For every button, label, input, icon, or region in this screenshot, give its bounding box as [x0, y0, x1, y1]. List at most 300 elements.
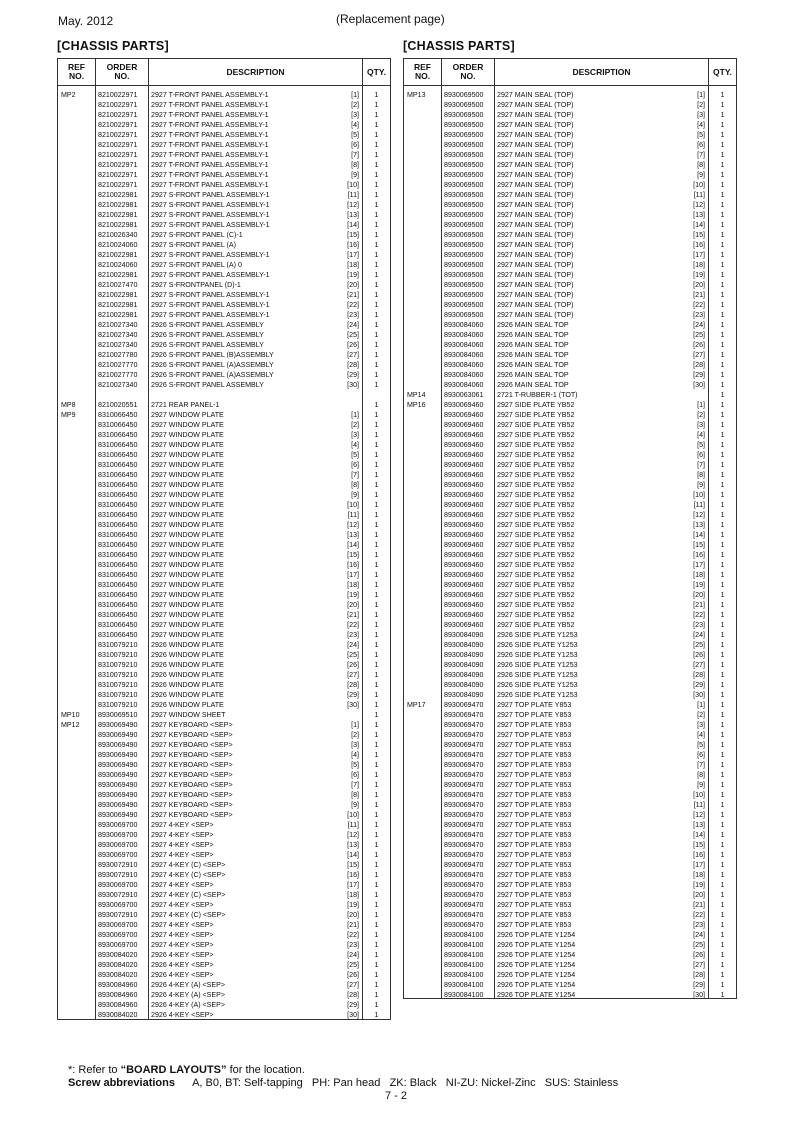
description-cell: 2926 WINDOW PLATE — [151, 671, 224, 679]
index-cell: [7] — [351, 151, 359, 159]
order-cell: 8210020551 — [98, 401, 138, 409]
order-cell: 8210022971 — [98, 111, 138, 119]
qty-cell: 1 — [374, 511, 379, 519]
table-row — [58, 780, 390, 790]
description-cell: 2926 4-KEY <SEP> — [151, 961, 214, 969]
table-row — [58, 160, 390, 170]
description-cell: 2927 SIDE PLATE YB52 — [497, 421, 575, 429]
index-cell: [5] — [351, 451, 359, 459]
description-cell: 2927 SIDE PLATE YB52 — [497, 581, 575, 589]
qty-cell: 1 — [374, 881, 379, 889]
index-cell: [1] — [697, 91, 705, 99]
order-cell: 8310066450 — [98, 431, 138, 439]
table-row — [404, 900, 736, 910]
qty-cell: 1 — [374, 621, 379, 629]
description-cell: 2927 WINDOW PLATE — [151, 501, 224, 509]
description-cell: 2927 S-FRONT PANEL ASSEMBLY-1 — [151, 211, 270, 219]
table-row — [58, 410, 390, 420]
index-cell: [11] — [347, 511, 359, 519]
qty-cell: 1 — [374, 301, 379, 309]
table-row — [58, 610, 390, 620]
description-cell: 2927 TOP PLATE Y853 — [497, 861, 572, 869]
description-cell: 2927 4-KEY (C) <SEP> — [151, 871, 226, 879]
order-cell: 8310066450 — [98, 621, 138, 629]
index-cell: [23] — [347, 941, 359, 949]
order-cell: 8310066450 — [98, 421, 138, 429]
order-cell: 8310066450 — [98, 491, 138, 499]
order-cell: 8930069700 — [98, 841, 138, 849]
qty-cell: 1 — [720, 791, 725, 799]
index-cell: [6] — [351, 461, 359, 469]
description-cell: 2927 S-FRONT PANEL ASSEMBLY-1 — [151, 221, 270, 229]
description-cell: 2927 SIDE PLATE YB52 — [497, 521, 575, 529]
order-cell: 8930069470 — [444, 781, 484, 789]
qty-cell: 1 — [720, 451, 725, 459]
order-cell: 8930069460 — [444, 581, 484, 589]
table-row — [58, 270, 390, 280]
description-cell: 2926 MAIN SEAL TOP — [497, 381, 569, 389]
description-cell: 2926 S-FRONT PANEL (A)ASSEMBLY — [151, 361, 274, 369]
description-cell: 2927 SIDE PLATE YB52 — [497, 611, 575, 619]
qty-cell: 1 — [374, 351, 379, 359]
index-cell: [10] — [693, 491, 705, 499]
order-cell: 8210027770 — [98, 361, 138, 369]
description-cell: 2926 TOP PLATE Y1254 — [497, 931, 576, 939]
qty-cell: 1 — [720, 361, 725, 369]
qty-cell: 1 — [374, 441, 379, 449]
index-cell: [11] — [693, 801, 705, 809]
description-cell: 2927 MAIN SEAL (TOP) — [497, 221, 574, 229]
section-title-left: [CHASSIS PARTS] — [57, 39, 169, 53]
order-cell: 8210022971 — [98, 171, 138, 179]
order-cell: 8930069490 — [98, 811, 138, 819]
index-cell: [28] — [347, 361, 359, 369]
description-cell: 2927 T-FRONT PANEL ASSEMBLY-1 — [151, 131, 269, 139]
order-cell: 8930069470 — [444, 811, 484, 819]
description-cell: 2927 SIDE PLATE YB52 — [497, 461, 575, 469]
order-cell: 8930069460 — [444, 431, 484, 439]
index-cell: [18] — [347, 261, 359, 269]
table-row — [404, 420, 736, 430]
order-cell: 8210022981 — [98, 221, 138, 229]
description-cell: 2927 SIDE PLATE YB52 — [497, 441, 575, 449]
qty-cell: 1 — [720, 771, 725, 779]
qty-cell: 1 — [374, 981, 379, 989]
index-cell: [6] — [697, 451, 705, 459]
order-cell: 8930069500 — [444, 191, 484, 199]
index-cell: [8] — [697, 161, 705, 169]
order-cell: 8930069490 — [98, 781, 138, 789]
qty-cell: 1 — [374, 941, 379, 949]
qty-cell: 1 — [374, 281, 379, 289]
index-cell: [17] — [693, 561, 705, 569]
qty-cell: 1 — [374, 501, 379, 509]
qty-cell: 1 — [374, 161, 379, 169]
index-cell: [1] — [351, 411, 359, 419]
index-cell: [11] — [347, 191, 359, 199]
table-row — [58, 560, 390, 570]
index-cell: [25] — [347, 331, 359, 339]
order-cell: 8930069500 — [444, 271, 484, 279]
order-cell: 8310066450 — [98, 581, 138, 589]
qty-cell: 1 — [374, 471, 379, 479]
qty-cell: 1 — [720, 111, 725, 119]
qty-cell: 1 — [374, 141, 379, 149]
order-cell: 8930069500 — [444, 151, 484, 159]
order-cell: 8930072910 — [98, 891, 138, 899]
table-row — [58, 110, 390, 120]
index-cell: [2] — [351, 101, 359, 109]
description-cell: 2927 4-KEY <SEP> — [151, 881, 214, 889]
description-cell: 2927 S-FRONT PANEL ASSEMBLY-1 — [151, 301, 270, 309]
description-cell: 2927 WINDOW PLATE — [151, 451, 224, 459]
order-cell: 8930069470 — [444, 741, 484, 749]
table-row — [58, 960, 390, 970]
order-cell: 8930069460 — [444, 411, 484, 419]
table-row — [404, 450, 736, 460]
description-cell: 2927 4-KEY <SEP> — [151, 831, 214, 839]
table-row — [58, 470, 390, 480]
order-cell: 8210027340 — [98, 331, 138, 339]
order-cell: 8210024060 — [98, 241, 138, 249]
order-cell: 8930069700 — [98, 941, 138, 949]
qty-cell: 1 — [374, 251, 379, 259]
order-cell: 8930069470 — [444, 751, 484, 759]
table-row — [58, 500, 390, 510]
description-cell: 2927 SIDE PLATE YB52 — [497, 551, 575, 559]
screw-abbrev-label: Screw abbreviations — [68, 1077, 175, 1089]
table-row — [404, 970, 736, 980]
table-row — [58, 940, 390, 950]
order-cell: 8930069500 — [444, 301, 484, 309]
description-cell: 2927 S-FRONT PANEL ASSEMBLY-1 — [151, 191, 270, 199]
order-cell: 8930084090 — [444, 661, 484, 669]
index-cell: [18] — [693, 871, 705, 879]
qty-cell: 1 — [720, 171, 725, 179]
index-cell: [23] — [347, 311, 359, 319]
order-cell: 8310066450 — [98, 501, 138, 509]
qty-cell: 1 — [374, 201, 379, 209]
qty-cell: 1 — [720, 941, 725, 949]
description-cell: 2927 WINDOW PLATE — [151, 541, 224, 549]
description-cell: 2927 WINDOW PLATE — [151, 411, 224, 419]
table-row — [58, 140, 390, 150]
order-cell: 8930069460 — [444, 471, 484, 479]
order-cell: 8310066450 — [98, 631, 138, 639]
description-cell: 2927 T-FRONT PANEL ASSEMBLY-1 — [151, 101, 269, 109]
description-cell: 2927 WINDOW PLATE — [151, 531, 224, 539]
description-cell: 2926 SIDE PLATE Y1253 — [497, 671, 578, 679]
order-cell: 8210022971 — [98, 141, 138, 149]
description-cell: 2926 4-KEY (A) <SEP> — [151, 991, 226, 999]
order-cell: 8210022981 — [98, 291, 138, 299]
qty-cell: 1 — [720, 181, 725, 189]
index-cell: [15] — [347, 551, 359, 559]
table-row — [58, 830, 390, 840]
description-cell: 2927 SIDE PLATE YB52 — [497, 561, 575, 569]
description-cell: 2927 WINDOW PLATE — [151, 611, 224, 619]
qty-cell: 1 — [374, 121, 379, 129]
order-cell: 8210022981 — [98, 211, 138, 219]
table-row — [58, 320, 390, 330]
qty-cell: 1 — [720, 531, 725, 539]
order-cell: 8930084090 — [444, 641, 484, 649]
description-cell: 2927 MAIN SEAL (TOP) — [497, 151, 574, 159]
index-cell: [29] — [347, 371, 359, 379]
index-cell: [30] — [347, 701, 359, 709]
index-cell: [1] — [351, 91, 359, 99]
index-cell: [30] — [693, 991, 705, 999]
description-cell: 2927 KEYBOARD <SEP> — [151, 771, 233, 779]
table-row — [58, 670, 390, 680]
qty-cell: 1 — [720, 871, 725, 879]
order-cell: 8310066450 — [98, 451, 138, 459]
table-row — [58, 510, 390, 520]
qty-cell: 1 — [374, 921, 379, 929]
table-row — [404, 800, 736, 810]
qty-cell: 1 — [720, 901, 725, 909]
index-cell: [3] — [351, 111, 359, 119]
qty-cell: 1 — [374, 631, 379, 639]
description-cell: 2926 WINDOW PLATE — [151, 641, 224, 649]
order-cell: 8930069490 — [98, 741, 138, 749]
qty-cell: 1 — [374, 701, 379, 709]
qty-cell: 1 — [374, 421, 379, 429]
table-row — [58, 540, 390, 550]
order-cell: 8930069470 — [444, 891, 484, 899]
table-row — [404, 220, 736, 230]
qty-cell: 1 — [720, 391, 725, 399]
index-cell: [26] — [347, 341, 359, 349]
index-cell: [6] — [697, 141, 705, 149]
table-row — [404, 700, 736, 710]
description-cell: 2927 MAIN SEAL (TOP) — [497, 91, 574, 99]
order-cell: 8210022981 — [98, 191, 138, 199]
description-cell: 2721 REAR PANEL-1 — [151, 401, 220, 409]
description-cell: 2926 TOP PLATE Y1254 — [497, 971, 576, 979]
table-row — [58, 970, 390, 980]
order-cell: 8310079210 — [98, 681, 138, 689]
index-cell: [11] — [693, 501, 705, 509]
order-cell: 8930069500 — [444, 181, 484, 189]
description-cell: 2927 S-FRONTPANEL (D)-1 — [151, 281, 241, 289]
order-cell: 8930084060 — [444, 321, 484, 329]
description-cell: 2926 S-FRONT PANEL ASSEMBLY — [151, 341, 264, 349]
table-row — [404, 100, 736, 110]
index-cell: [6] — [351, 141, 359, 149]
description-cell: 2927 MAIN SEAL (TOP) — [497, 281, 574, 289]
index-cell: [21] — [693, 601, 705, 609]
index-cell: [9] — [697, 171, 705, 179]
qty-cell: 1 — [720, 141, 725, 149]
qty-cell: 1 — [374, 781, 379, 789]
table-row — [404, 880, 736, 890]
qty-cell: 1 — [374, 671, 379, 679]
description-cell: 2927 SIDE PLATE YB52 — [497, 451, 575, 459]
description-cell: 2927 KEYBOARD <SEP> — [151, 751, 233, 759]
col-header-ref: REF NO. — [404, 59, 441, 86]
qty-cell: 1 — [720, 821, 725, 829]
table-row — [58, 730, 390, 740]
description-cell: 2927 WINDOW PLATE — [151, 621, 224, 629]
order-cell: 8930069470 — [444, 831, 484, 839]
index-cell: [2] — [697, 101, 705, 109]
description-cell: 2926 MAIN SEAL TOP — [497, 361, 569, 369]
description-cell: 2926 S-FRONT PANEL ASSEMBLY — [151, 381, 264, 389]
qty-cell: 1 — [374, 991, 379, 999]
order-cell: 8310079210 — [98, 691, 138, 699]
index-cell: [19] — [347, 591, 359, 599]
table-row — [404, 560, 736, 570]
order-cell: 8930069460 — [444, 601, 484, 609]
order-cell: 8930084100 — [444, 961, 484, 969]
description-cell: 2926 TOP PLATE Y1254 — [497, 951, 576, 959]
qty-cell: 1 — [374, 841, 379, 849]
index-cell: [14] — [347, 221, 359, 229]
index-cell: [26] — [693, 341, 705, 349]
table-row — [58, 290, 390, 300]
order-cell: 8930069500 — [444, 291, 484, 299]
index-cell: [10] — [347, 811, 359, 819]
order-cell: 8310066450 — [98, 511, 138, 519]
qty-cell: 1 — [720, 661, 725, 669]
description-cell: 2927 WINDOW PLATE — [151, 441, 224, 449]
qty-cell: 1 — [374, 741, 379, 749]
table-row — [58, 910, 390, 920]
description-cell: 2927 SIDE PLATE YB52 — [497, 401, 575, 409]
description-cell: 2926 4-KEY <SEP> — [151, 951, 214, 959]
table-row — [404, 280, 736, 290]
index-cell: [29] — [347, 1001, 359, 1009]
qty-cell: 1 — [374, 561, 379, 569]
description-cell: 2926 S-FRONT PANEL (B)ASSEMBLY — [151, 351, 274, 359]
description-cell: 2926 MAIN SEAL TOP — [497, 351, 569, 359]
description-cell: 2927 4-KEY (C) <SEP> — [151, 891, 226, 899]
table-row — [404, 480, 736, 490]
order-cell: 8210027780 — [98, 351, 138, 359]
description-cell: 2927 MAIN SEAL (TOP) — [497, 291, 574, 299]
qty-cell: 1 — [720, 151, 725, 159]
qty-cell: 1 — [374, 431, 379, 439]
index-cell: [4] — [697, 731, 705, 739]
order-cell: 8930069460 — [444, 561, 484, 569]
index-cell: [2] — [697, 411, 705, 419]
order-cell: 8930084100 — [444, 971, 484, 979]
order-cell: 8930069460 — [444, 441, 484, 449]
description-cell: 2927 WINDOW PLATE — [151, 431, 224, 439]
table-row — [404, 980, 736, 990]
order-cell: 8210027340 — [98, 321, 138, 329]
description-cell: 2926 SIDE PLATE Y1253 — [497, 681, 578, 689]
table-row — [58, 700, 390, 710]
order-cell: 8930069500 — [444, 101, 484, 109]
order-cell: 8930069700 — [98, 831, 138, 839]
table-row — [404, 870, 736, 880]
qty-cell: 1 — [374, 641, 379, 649]
qty-cell: 1 — [374, 951, 379, 959]
qty-cell: 1 — [720, 951, 725, 959]
qty-cell: 1 — [720, 191, 725, 199]
order-cell: 8930084060 — [444, 351, 484, 359]
description-cell: 2926 4-KEY <SEP> — [151, 1011, 214, 1019]
order-cell: 8930069700 — [98, 921, 138, 929]
order-cell: 8930084060 — [444, 331, 484, 339]
index-cell: [21] — [347, 291, 359, 299]
ref-cell: MP12 — [61, 721, 80, 729]
order-cell: 8930084090 — [444, 671, 484, 679]
index-cell: [18] — [347, 581, 359, 589]
description-cell: 2927 SIDE PLATE YB52 — [497, 621, 575, 629]
description-cell: 2927 T-FRONT PANEL ASSEMBLY-1 — [151, 151, 269, 159]
index-cell: [28] — [347, 991, 359, 999]
qty-cell: 1 — [720, 971, 725, 979]
qty-cell: 1 — [720, 911, 725, 919]
table-row — [404, 740, 736, 750]
qty-cell: 1 — [720, 751, 725, 759]
order-cell: 8310066450 — [98, 561, 138, 569]
table-row — [58, 650, 390, 660]
index-cell: [25] — [693, 641, 705, 649]
order-cell: 8930069460 — [444, 511, 484, 519]
qty-cell: 1 — [720, 701, 725, 709]
index-cell: [10] — [347, 181, 359, 189]
index-cell: [8] — [697, 471, 705, 479]
order-cell: 8930069500 — [444, 111, 484, 119]
index-cell: [13] — [693, 821, 705, 829]
index-cell: [11] — [693, 191, 705, 199]
table-row — [404, 250, 736, 260]
order-cell: 8930069500 — [444, 121, 484, 129]
order-cell: 8210022981 — [98, 271, 138, 279]
order-cell: 8210022971 — [98, 101, 138, 109]
col-header-description: DESCRIPTION — [149, 59, 362, 86]
table-row — [404, 350, 736, 360]
order-cell: 8930069490 — [98, 801, 138, 809]
index-cell: [15] — [693, 541, 705, 549]
index-cell: [2] — [351, 731, 359, 739]
index-cell: [21] — [693, 291, 705, 299]
table-row — [404, 400, 736, 410]
qty-cell: 1 — [374, 581, 379, 589]
description-cell: 2927 T-FRONT PANEL ASSEMBLY-1 — [151, 161, 269, 169]
order-cell: 8930069490 — [98, 761, 138, 769]
description-cell: 2927 TOP PLATE Y853 — [497, 771, 572, 779]
qty-cell: 1 — [374, 731, 379, 739]
order-cell: 8210022971 — [98, 151, 138, 159]
table-row — [58, 770, 390, 780]
qty-cell: 1 — [720, 161, 725, 169]
index-cell: [3] — [351, 431, 359, 439]
order-cell: 8930069470 — [444, 701, 484, 709]
qty-cell: 1 — [720, 281, 725, 289]
qty-cell: 1 — [374, 451, 379, 459]
order-cell: 8930069470 — [444, 731, 484, 739]
order-cell: 8930084960 — [98, 1001, 138, 1009]
table-row — [58, 710, 390, 720]
index-cell: [11] — [347, 821, 359, 829]
description-cell: 2927 WINDOW PLATE — [151, 471, 224, 479]
index-cell: [14] — [693, 531, 705, 539]
index-cell: [20] — [693, 281, 705, 289]
index-cell: [20] — [347, 601, 359, 609]
description-cell: 2927 TOP PLATE Y853 — [497, 751, 572, 759]
index-cell: [17] — [347, 251, 359, 259]
qty-cell: 1 — [374, 801, 379, 809]
qty-cell: 1 — [720, 741, 725, 749]
qty-cell: 1 — [374, 361, 379, 369]
table-row — [58, 840, 390, 850]
qty-cell: 1 — [374, 261, 379, 269]
